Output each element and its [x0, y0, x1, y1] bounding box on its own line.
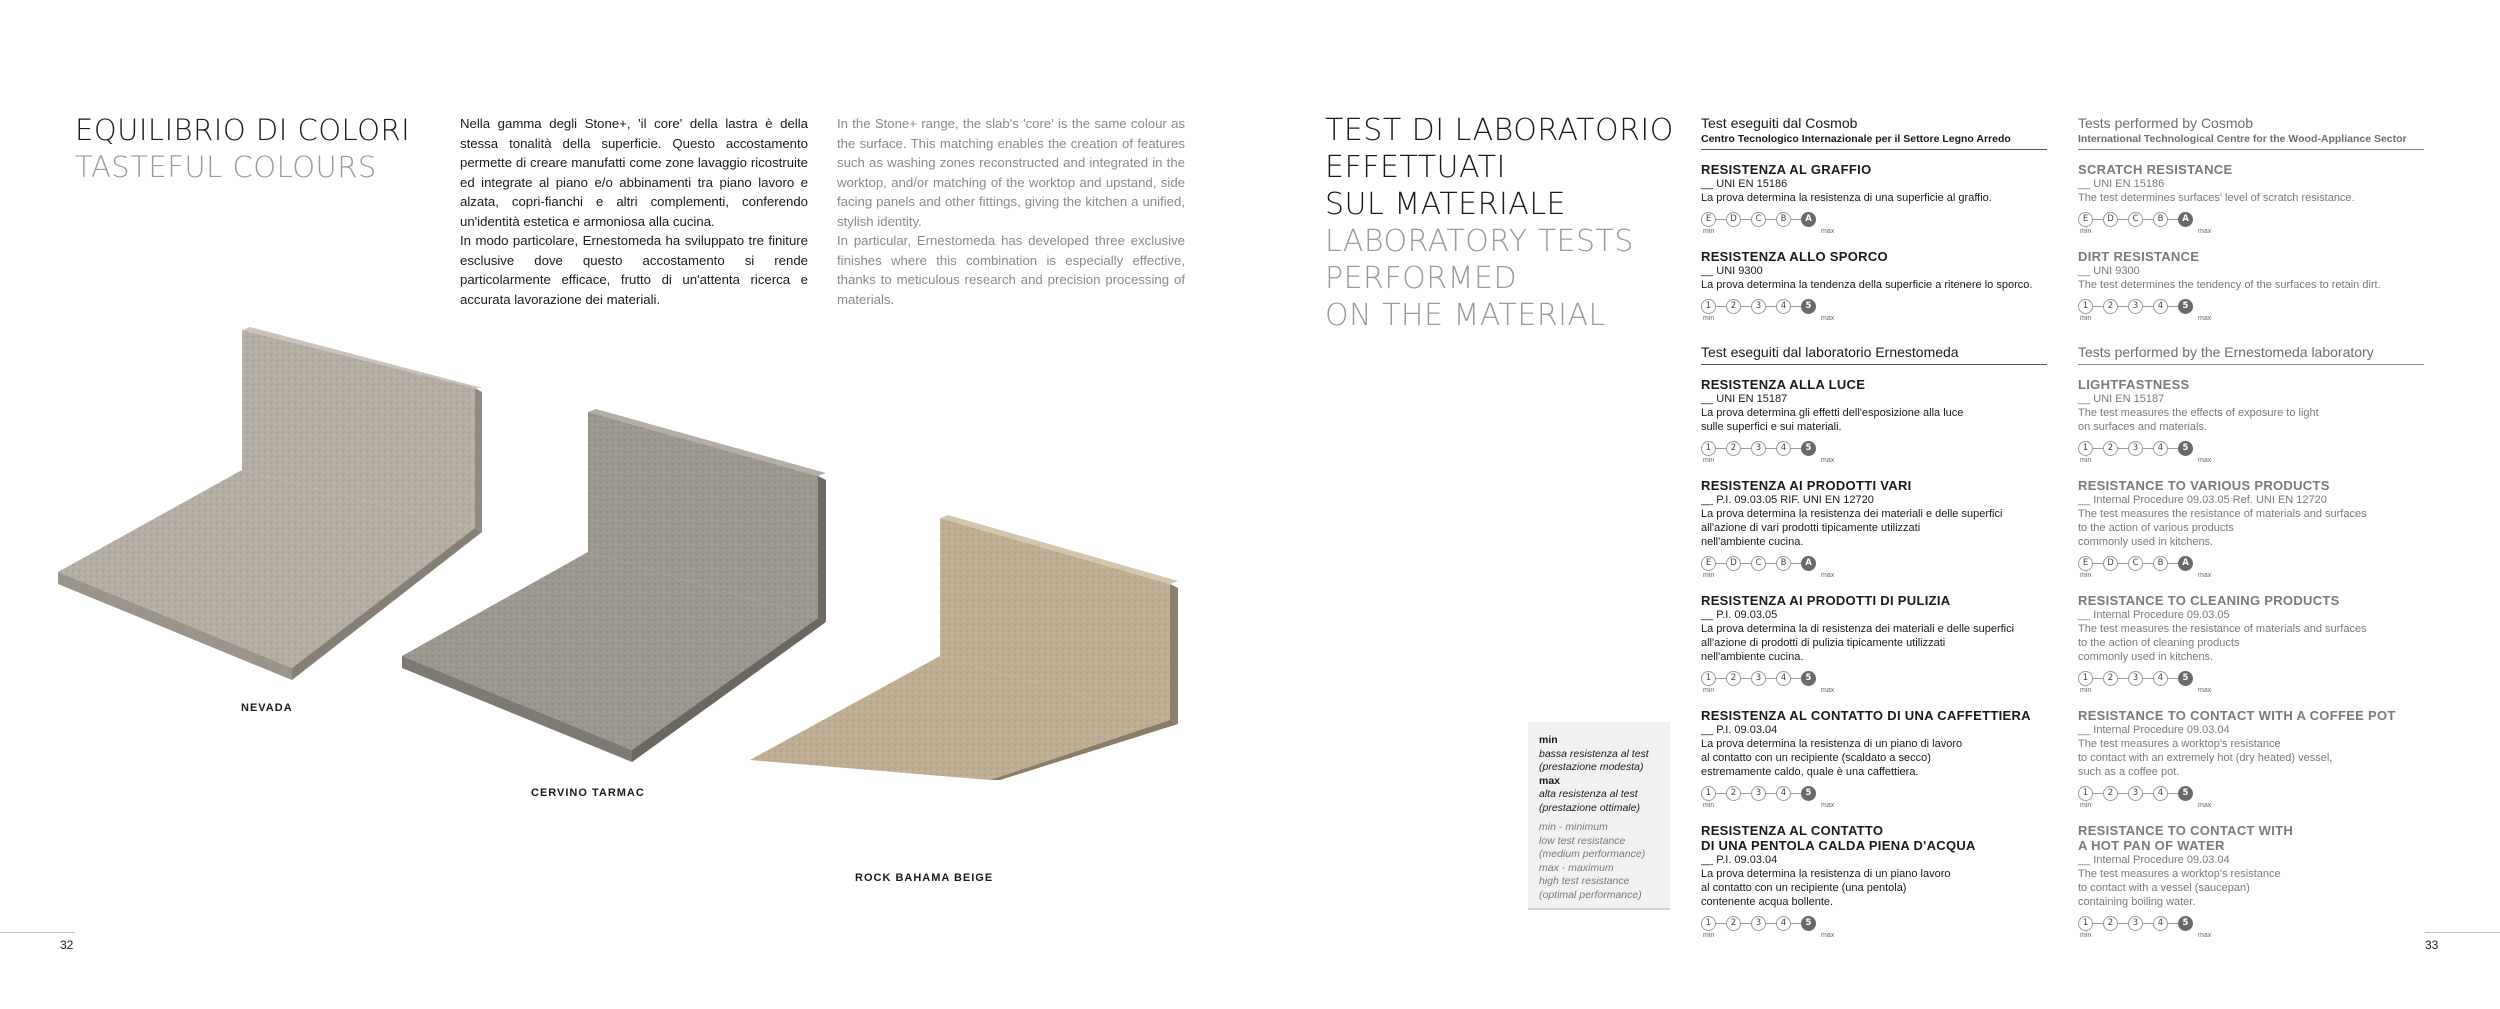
test-description: La prova determina la resistenza dei materiali e delle superfici all'azione di vari prodotti tipicamente utilizzati nell'ambiente cucina. — [1701, 508, 2003, 548]
page-number-right: 33 — [2425, 938, 2439, 952]
legend-min-en-desc: low test resistance — [1539, 834, 1626, 847]
test-standard: __ UNI EN 15186 — [2078, 178, 2165, 190]
rating-dot-selected: A — [2178, 556, 2193, 571]
scale-connector — [1716, 563, 1726, 564]
scale-max-label: max — [2198, 932, 2212, 939]
scale-min-max — [2078, 457, 2424, 466]
rating-dot: B — [1776, 212, 1791, 227]
rating-scale — [1701, 297, 2047, 315]
scale-connector — [1766, 306, 1776, 307]
title-english-line: LABORATORY TESTS — [1325, 224, 1634, 259]
scale-connector — [1791, 448, 1801, 449]
section-subheading: International Technological Centre for the Wood-Appliance Sector — [2078, 133, 2407, 145]
scale-connector — [2093, 678, 2103, 679]
rating-dot: 3 — [1751, 671, 1766, 686]
test-entry — [2078, 162, 2424, 237]
test-standard: __ Internal Procedure 09.03.05 Ref. UNI EN 12720 — [2078, 494, 2327, 506]
rating-dot: 1 — [1701, 299, 1716, 314]
scale-min-max — [1701, 228, 2047, 237]
rating-dot: 2 — [1726, 441, 1741, 456]
scale-max-label: max — [2198, 457, 2212, 464]
legend-max-en-desc: (optimal performance) — [1539, 888, 1642, 901]
scale-connector — [1741, 923, 1751, 924]
legend-min-en-desc: (medium performance) — [1539, 848, 1646, 860]
rating-dot: B — [1776, 556, 1791, 571]
scale-connector — [1716, 793, 1726, 794]
scale-min-max — [2078, 228, 2424, 237]
rating-dot-selected: 5 — [1801, 299, 1816, 314]
scale-max-label: max — [2198, 315, 2212, 322]
rating-scale — [1701, 210, 2047, 228]
rating-scale — [2078, 439, 2424, 457]
cosmob-tests-english — [2078, 114, 2424, 324]
test-entry — [2078, 478, 2424, 581]
title-english-line: PERFORMED — [1325, 261, 1518, 296]
rating-dot: E — [1701, 212, 1716, 227]
scale-legend — [1528, 722, 1670, 910]
test-description: The test determines surfaces' level of scratch resistance. — [2078, 192, 2355, 204]
rating-dot: 3 — [2128, 786, 2143, 801]
rating-dot: 2 — [1726, 786, 1741, 801]
scale-connector — [2143, 448, 2153, 449]
test-description: La prova determina la tendenza della superficie a ritenere lo sporco. — [1701, 279, 2033, 291]
rating-dot: 4 — [1776, 299, 1791, 314]
title-italian-line: TEST DI LABORATORIO — [1325, 113, 1674, 148]
scale-max-label: max — [1821, 315, 1835, 322]
scale-connector — [2168, 219, 2178, 220]
scale-connector — [2168, 678, 2178, 679]
rating-dot: 1 — [1701, 441, 1716, 456]
legend-min-desc: bassa resistenza al test — [1539, 747, 1649, 760]
left-title — [75, 112, 410, 186]
rating-dot: 4 — [1776, 916, 1791, 931]
scale-min-label: min — [2080, 228, 2092, 235]
rating-scale — [2078, 554, 2424, 572]
legend-max-label: max — [1539, 774, 1561, 787]
test-description: The test measures a worktop's resistance to contact with a vessel (saucepan) containing boiling water. — [2078, 868, 2281, 908]
scale-connector — [2168, 563, 2178, 564]
scale-connector — [1766, 923, 1776, 924]
rating-dot: B — [2153, 556, 2168, 571]
rating-scale — [2078, 669, 2424, 687]
rating-dot-selected: 5 — [2178, 671, 2193, 686]
rating-scale — [2078, 210, 2424, 228]
rating-dot: C — [2128, 556, 2143, 571]
scale-connector — [2093, 563, 2103, 564]
test-name: RESISTENZA AI PRODOTTI DI PULIZIA — [1701, 593, 1951, 608]
rating-scale — [2078, 297, 2424, 315]
scale-connector — [2143, 923, 2153, 924]
scale-min-max — [1701, 457, 2047, 466]
test-standard: __ UNI EN 15187 — [2078, 393, 2165, 405]
test-name: RESISTANCE TO VARIOUS PRODUCTS — [2078, 478, 2330, 493]
rating-dot: 2 — [1726, 916, 1741, 931]
test-name: RESISTENZA AI PRODOTTI VARI — [1701, 478, 1912, 493]
rating-dot-selected: A — [1801, 212, 1816, 227]
page-number-left: 32 — [60, 938, 74, 952]
rating-scale — [1701, 784, 2047, 802]
rating-dot-selected: 5 — [2178, 786, 2193, 801]
scale-min-max — [2078, 932, 2424, 941]
rating-dot: D — [2103, 556, 2118, 571]
test-name: RESISTENZA AL CONTATTO DI UNA CAFFETTIERA — [1701, 708, 2031, 723]
test-description: The test measures the resistance of materials and surfaces to the action of cleaning products commonly used in kitchens. — [2078, 623, 2367, 663]
scale-connector — [2118, 306, 2128, 307]
scale-connector — [2093, 923, 2103, 924]
scale-max-label: max — [1821, 802, 1835, 809]
test-standard: __ Internal Procedure 09.03.04 — [2078, 724, 2230, 736]
lab-tests-english — [2078, 343, 2424, 941]
scale-connector — [1791, 793, 1801, 794]
title-english-line: ON THE MATERIAL — [1325, 298, 1606, 333]
test-standard: __ UNI 9300 — [1701, 265, 1763, 277]
test-standard: __ P.I. 09.03.05 RIF. UNI EN 12720 — [1701, 494, 1874, 506]
page-rule-right — [2425, 932, 2500, 933]
test-standard: __ Internal Procedure 09.03.05 — [2078, 609, 2230, 621]
rating-dot: D — [1726, 556, 1741, 571]
legend-max-en-desc: high test resistance — [1539, 875, 1630, 887]
rating-dot: 3 — [2128, 441, 2143, 456]
section-rule — [1701, 149, 2047, 150]
rating-dot: 4 — [2153, 916, 2168, 931]
scale-connector — [1741, 563, 1751, 564]
scale-min-label: min — [2080, 315, 2092, 322]
rating-dot: 2 — [2103, 299, 2118, 314]
scale-connector — [2093, 448, 2103, 449]
scale-connector — [1741, 219, 1751, 220]
test-description: La prova determina la resistenza di un piano lavoro al contatto con un recipiente (una pentola) contenente acqua bollente. — [1701, 868, 1951, 908]
test-description: La prova determina la resistenza di una superficie al graffio. — [1701, 192, 1992, 204]
test-entry — [1701, 708, 2047, 811]
test-description: The test measures a worktop's resistance to contact with an extremely hot (dry heated) vessel, such as a coffee pot. — [2078, 738, 2333, 778]
rating-dot: 3 — [1751, 441, 1766, 456]
section-rule — [1701, 364, 2047, 365]
caption-nevada: NEVADA — [241, 702, 293, 714]
scale-connector — [1716, 923, 1726, 924]
rating-dot: 1 — [1701, 671, 1716, 686]
scale-connector — [1716, 219, 1726, 220]
legend-max-en: max - maximum — [1539, 861, 1614, 874]
scale-connector — [2168, 306, 2178, 307]
test-description: La prova determina la resistenza di un piano di lavoro al contatto con un recipiente (scaldato a secco) estremamente caldo, quale è una caffettiera. — [1701, 738, 1963, 778]
test-entry — [1701, 249, 2047, 324]
rating-scale — [1701, 669, 2047, 687]
rating-dot: 4 — [2153, 441, 2168, 456]
section-heading: Tests performed by the Ernestomeda laboratory — [2078, 344, 2374, 360]
test-standard: __ P.I. 09.03.04 — [1701, 854, 1778, 866]
legend-max-desc: alta resistenza al test — [1539, 788, 1638, 800]
legend-max-desc: (prestazione ottimale) — [1539, 801, 1640, 814]
scale-connector — [2143, 563, 2153, 564]
test-entry — [1701, 162, 2047, 237]
test-entry — [1701, 593, 2047, 696]
rating-dot: E — [1701, 556, 1716, 571]
scale-connector — [1741, 678, 1751, 679]
scale-min-max — [2078, 572, 2424, 581]
scale-min-label: min — [1703, 457, 1715, 464]
test-standard: __ Internal Procedure 09.03.04 — [2078, 854, 2230, 866]
scale-min-label: min — [1703, 315, 1715, 322]
scale-max-label: max — [1821, 228, 1835, 235]
test-description: La prova determina la di resistenza dei materiali e delle superfici all'azione di prodotti di pulizia tipicamente utilizzati nell'ambiente cucina. — [1701, 623, 2015, 663]
rating-scale — [1701, 914, 2047, 932]
rating-scale — [1701, 554, 2047, 572]
sample-nevada — [58, 327, 482, 680]
scale-min-max — [2078, 802, 2424, 811]
test-entry — [2078, 823, 2424, 941]
rating-scale — [2078, 914, 2424, 932]
scale-min-label: min — [1703, 932, 1715, 939]
rating-dot: 1 — [2078, 916, 2093, 931]
cosmob-tests-italian — [1701, 114, 2047, 324]
scale-connector — [1766, 448, 1776, 449]
rating-dot: 2 — [2103, 441, 2118, 456]
scale-connector — [1791, 923, 1801, 924]
rating-dot-selected: A — [1801, 556, 1816, 571]
rating-dot: 3 — [2128, 299, 2143, 314]
rating-dot-selected: 5 — [1801, 786, 1816, 801]
scale-min-max — [2078, 315, 2424, 324]
scale-min-label: min — [2080, 457, 2092, 464]
scale-connector — [1741, 793, 1751, 794]
rating-scale — [2078, 784, 2424, 802]
scale-min-label: min — [1703, 802, 1715, 809]
rating-dot: 1 — [2078, 299, 2093, 314]
legend-min-desc: (prestazione modesta) — [1539, 761, 1644, 773]
scale-connector — [1716, 678, 1726, 679]
test-name: RESISTENZA AL CONTATTO DI UNA PENTOLA CALDA PIENA D'ACQUA — [1701, 823, 1976, 853]
scale-connector — [1766, 793, 1776, 794]
section-heading: Test eseguiti dal Cosmob — [1701, 115, 1858, 131]
scale-connector — [2168, 793, 2178, 794]
paragraph: In particular, Ernestomeda has developed three exclusive finishes where this combination is especially effective, thanks to meticulous research and precision processing of materials. — [837, 233, 1185, 307]
scale-min-max — [1701, 932, 2047, 941]
test-standard: __ UNI 9300 — [2078, 265, 2140, 277]
rating-dot: B — [2153, 212, 2168, 227]
test-entry — [1701, 377, 2047, 466]
rating-dot: 4 — [2153, 299, 2168, 314]
scale-min-label: min — [2080, 687, 2092, 694]
test-standard: __ P.I. 09.03.04 — [1701, 724, 1778, 736]
scale-min-max — [1701, 802, 2047, 811]
rating-dot: 3 — [2128, 671, 2143, 686]
scale-max-label: max — [1821, 932, 1835, 939]
test-name: RESISTENZA AL GRAFFIO — [1701, 162, 1872, 177]
caption-rock-bahama-beige: ROCK BAHAMA BEIGE — [855, 872, 994, 884]
legend-min-en: min - minimum — [1539, 821, 1608, 833]
intro-text-english — [837, 114, 1185, 309]
rating-dot: C — [2128, 212, 2143, 227]
test-entry — [2078, 249, 2424, 324]
scale-min-label: min — [2080, 802, 2092, 809]
test-standard: __ P.I. 09.03.05 — [1701, 609, 1778, 621]
scale-min-max — [1701, 315, 2047, 324]
rating-dot-selected: 5 — [1801, 916, 1816, 931]
test-description: The test determines the tendency of the surfaces to retain dirt. — [2078, 279, 2381, 291]
test-name: SCRATCH RESISTANCE — [2078, 162, 2233, 177]
section-rule — [2078, 364, 2424, 365]
test-description: The test measures the resistance of materials and surfaces to the action of various products commonly used in kitchens. — [2078, 508, 2367, 548]
rating-dot: D — [2103, 212, 2118, 227]
paragraph: Nella gamma degli Stone+, 'il core' della lastra è della stessa tonalità della superficie. Questo accostamento permette di creare manufatti come zone lavaggio ricostruite ed integrate al piano e/o abbinamenti tra piano lavoro e alzata, copri-fianchi e altri complementi, conferendo un'identità estetica e armoniosa alla cucina. — [460, 116, 808, 229]
test-name: RESISTANCE TO CONTACT WITH A COFFEE POT — [2078, 708, 2396, 723]
scale-connector — [1766, 219, 1776, 220]
scale-connector — [1791, 306, 1801, 307]
scale-connector — [2143, 678, 2153, 679]
rating-dot: 4 — [1776, 441, 1791, 456]
test-standard: __ UNI EN 15187 — [1701, 393, 1788, 405]
test-name: RESISTANCE TO CONTACT WITH A HOT PAN OF WATER — [2078, 823, 2294, 853]
rating-dot: 2 — [1726, 299, 1741, 314]
test-name: LIGHTFASTNESS — [2078, 377, 2190, 392]
title-english: TASTEFUL COLOURS — [75, 150, 377, 184]
rating-dot: 3 — [1751, 786, 1766, 801]
scale-min-label: min — [2080, 932, 2092, 939]
title-italian-line: EFFETTUATI — [1325, 150, 1506, 185]
scale-max-label: max — [2198, 228, 2212, 235]
scale-connector — [1791, 219, 1801, 220]
lab-tests-italian — [1701, 343, 2047, 941]
rating-dot-selected: 5 — [2178, 441, 2193, 456]
test-standard: __ UNI EN 15186 — [1701, 178, 1788, 190]
scale-connector — [2118, 219, 2128, 220]
rating-dot: 2 — [2103, 786, 2118, 801]
rating-dot-selected: 5 — [1801, 671, 1816, 686]
scale-connector — [2118, 678, 2128, 679]
section-rule — [2078, 149, 2424, 150]
rating-dot: D — [1726, 212, 1741, 227]
rating-dot: 2 — [2103, 916, 2118, 931]
title-italian: EQUILIBRIO DI COLORI — [75, 113, 411, 147]
test-name: RESISTENZA ALLO SPORCO — [1701, 249, 1888, 264]
scale-connector — [2143, 793, 2153, 794]
scale-connector — [2093, 306, 2103, 307]
rating-dot: 4 — [1776, 671, 1791, 686]
rating-dot: 1 — [2078, 441, 2093, 456]
scale-connector — [1791, 563, 1801, 564]
rating-dot: E — [2078, 212, 2093, 227]
rating-dot: 3 — [1751, 916, 1766, 931]
scale-max-label: max — [1821, 457, 1835, 464]
rating-scale — [1701, 439, 2047, 457]
scale-max-label: max — [1821, 687, 1835, 694]
rating-dot: 1 — [2078, 786, 2093, 801]
page-rule-left — [0, 932, 75, 933]
scale-min-max — [1701, 687, 2047, 696]
paragraph: In modo particolare, Ernestomeda ha sviluppato tre finiture esclusive dove questo accostamento si rende particolarmente efficace, frutto di un'attenta ricerca e accurata lavorazione dei materiali. — [460, 233, 808, 307]
scale-min-label: min — [2080, 572, 2092, 579]
title-italian-line: SUL MATERIALE — [1325, 187, 1566, 222]
scale-connector — [2168, 448, 2178, 449]
section-heading: Tests performed by Cosmob — [2078, 115, 2254, 131]
test-description: La prova determina gli effetti dell'esposizione alla luce sulle superfici e sui materiali. — [1701, 407, 1964, 433]
scale-min-label: min — [1703, 228, 1715, 235]
test-entry — [2078, 708, 2424, 811]
scale-connector — [2093, 219, 2103, 220]
scale-max-label: max — [2198, 802, 2212, 809]
scale-min-label: min — [1703, 572, 1715, 579]
scale-connector — [2143, 306, 2153, 307]
scale-connector — [2143, 219, 2153, 220]
rating-dot: C — [1751, 212, 1766, 227]
scale-min-max — [2078, 687, 2424, 696]
rating-dot: 4 — [2153, 786, 2168, 801]
scale-min-max — [1701, 572, 2047, 581]
test-entry — [1701, 823, 2047, 941]
scale-connector — [1716, 448, 1726, 449]
rating-dot: 4 — [2153, 671, 2168, 686]
scale-connector — [2093, 793, 2103, 794]
test-entry — [1701, 478, 2047, 581]
rating-dot-selected: 5 — [2178, 299, 2193, 314]
test-entry — [2078, 593, 2424, 696]
scale-connector — [2168, 923, 2178, 924]
right-title — [1325, 112, 1674, 334]
scale-connector — [1741, 448, 1751, 449]
rating-dot: 1 — [2078, 671, 2093, 686]
scale-min-label: min — [1703, 687, 1715, 694]
rating-dot: E — [2078, 556, 2093, 571]
rating-dot-selected: 5 — [1801, 441, 1816, 456]
scale-connector — [1791, 678, 1801, 679]
scale-max-label: max — [1821, 572, 1835, 579]
test-entry — [2078, 377, 2424, 466]
rating-dot: 3 — [1751, 299, 1766, 314]
section-heading: Test eseguiti dal laboratorio Ernestomeda — [1701, 344, 1959, 360]
scale-max-label: max — [2198, 572, 2212, 579]
rating-dot: 2 — [1726, 671, 1741, 686]
scale-connector — [1741, 306, 1751, 307]
scale-connector — [2118, 563, 2128, 564]
scale-connector — [1716, 306, 1726, 307]
stone-samples-illustration — [0, 300, 1230, 780]
intro-text-italian — [460, 114, 808, 309]
rating-dot: C — [1751, 556, 1766, 571]
rating-dot-selected: A — [2178, 212, 2193, 227]
rating-dot: 1 — [1701, 786, 1716, 801]
rating-dot: 2 — [2103, 671, 2118, 686]
scale-connector — [2118, 448, 2128, 449]
legend-min-label: min — [1539, 734, 1558, 746]
rating-dot: 3 — [2128, 916, 2143, 931]
rating-dot: 4 — [1776, 786, 1791, 801]
caption-cervino-tarmac: CERVINO TARMAC — [531, 787, 645, 799]
scale-connector — [1766, 678, 1776, 679]
test-name: RESISTANCE TO CLEANING PRODUCTS — [2078, 593, 2340, 608]
test-name: RESISTENZA ALLA LUCE — [1701, 377, 1866, 392]
scale-max-label: max — [2198, 687, 2212, 694]
paragraph: In the Stone+ range, the slab's 'core' is the same colour as the surface. This matching enables the creation of features such as washing zones reconstructed and integrated in the worktop, and/or matching of the worktop and upstand, side facing panels and other fittings, giving the kitchen a unified, stylish identity. — [837, 116, 1185, 229]
section-subheading: Centro Tecnologico Internazionale per il Settore Legno Arredo — [1701, 133, 2011, 145]
rating-dot-selected: 5 — [2178, 916, 2193, 931]
rating-dot: 1 — [1701, 916, 1716, 931]
test-description: The test measures the effects of exposure to light on surfaces and materials. — [2078, 407, 2319, 433]
scale-connector — [2118, 923, 2128, 924]
test-name: DIRT RESISTANCE — [2078, 249, 2200, 264]
scale-connector — [2118, 793, 2128, 794]
scale-connector — [1766, 563, 1776, 564]
